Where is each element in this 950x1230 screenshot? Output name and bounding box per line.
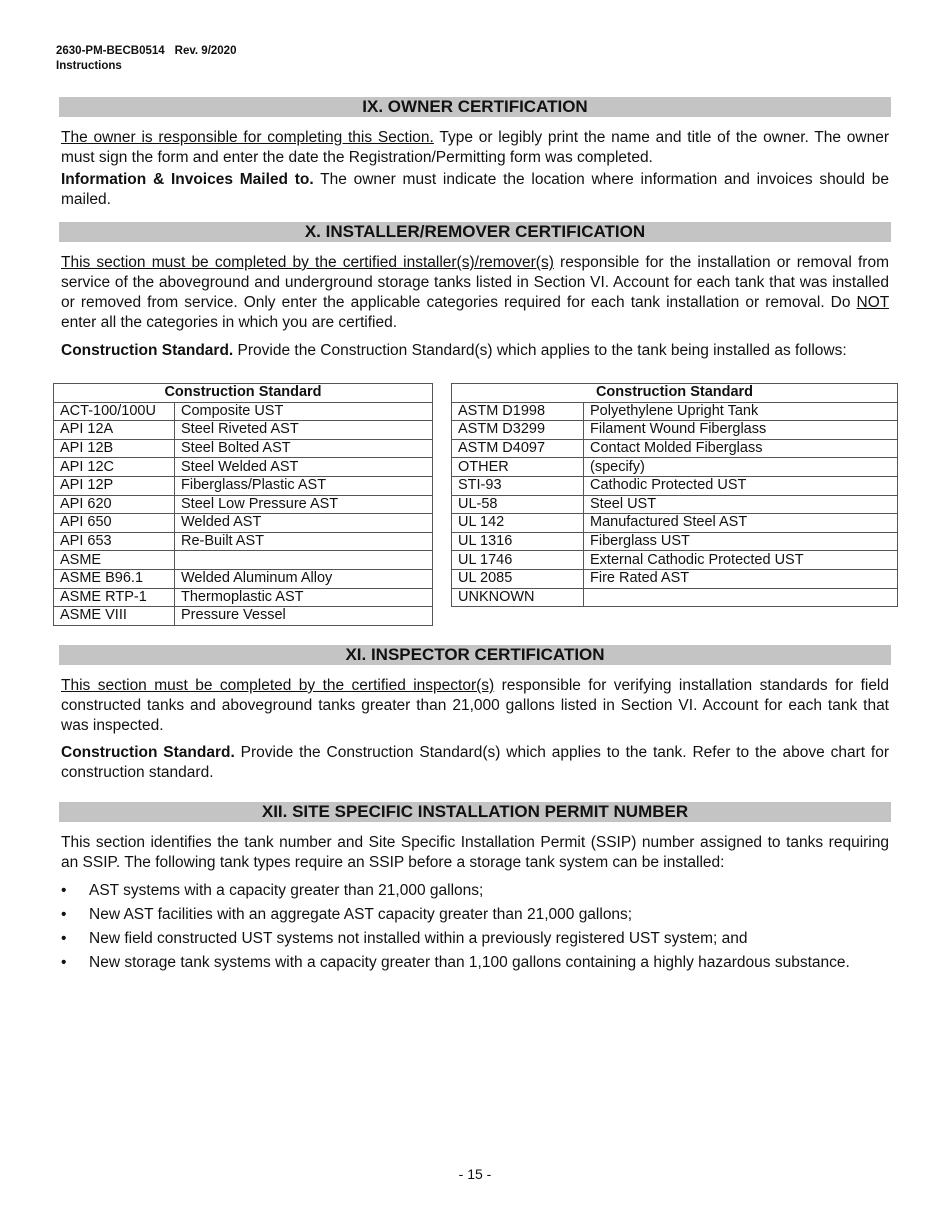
list-item-text: New AST facilities with an aggregate AST capacity greater than 21,000 gallons;	[89, 906, 633, 923]
table-row	[452, 402, 898, 421]
standard-code: UL 2085	[452, 569, 584, 588]
table-row	[452, 458, 898, 477]
construction-standard-label: Construction Standard.	[61, 744, 235, 761]
standard-description: Welded Aluminum Alloy	[175, 569, 433, 588]
owner-responsibility-underline: The owner is responsible for completing this Section.	[61, 129, 434, 146]
revision-label: Rev. 9/2020	[174, 45, 237, 57]
table-row	[452, 439, 898, 458]
bullet-icon: •	[61, 954, 67, 971]
table-row	[54, 607, 433, 626]
standard-description: External Cathodic Protected UST	[584, 551, 898, 570]
table-row	[54, 421, 433, 440]
section-xi-p1-text: responsible for verifying installation standards for field constructed tanks and aboveground tanks greater than 21,000 gallons listed in Section VI. Account for each tank that was inspected.	[61, 677, 889, 734]
table-row	[452, 569, 898, 588]
standard-code: API 620	[54, 495, 175, 514]
table-row	[54, 402, 433, 421]
document-subtitle: Instructions	[56, 60, 122, 72]
section-xii-title: XII. SITE SPECIFIC INSTALLATION PERMIT NUMBER	[59, 802, 891, 822]
bullet-icon: •	[61, 930, 67, 947]
standard-description: Filament Wound Fiberglass	[584, 421, 898, 440]
table-row	[54, 495, 433, 514]
table-row	[452, 514, 898, 533]
table-header: Construction Standard	[54, 384, 433, 403]
standard-description: Polyethylene Upright Tank	[584, 402, 898, 421]
section-ix-title: IX. OWNER CERTIFICATION	[59, 97, 891, 117]
section-ix-p1-text: Type or legibly print the name and title of the owner. The owner must sign the form and enter the date the Registration/Permitting form was completed.	[61, 129, 889, 166]
standard-description: Manufactured Steel AST	[584, 514, 898, 533]
standard-code: UL 142	[452, 514, 584, 533]
invoices-mailed-label: Information & Invoices Mailed to.	[61, 171, 314, 188]
standard-code: OTHER	[452, 458, 584, 477]
list-item-text: New field constructed UST systems not installed within a previously registered UST system; and	[89, 930, 748, 947]
construction-standard-table-left	[53, 383, 433, 626]
standard-code: API 12P	[54, 476, 175, 495]
table-row	[452, 495, 898, 514]
construction-standard-label: Construction Standard.	[61, 342, 234, 359]
standard-description: Fire Rated AST	[584, 569, 898, 588]
document-id: 2630-PM-BECB0514	[56, 45, 165, 57]
standard-code: ASME RTP-1	[54, 588, 175, 607]
table-row	[54, 551, 433, 570]
section-xii-paragraph-1: This section identifies the tank number and Site Specific Installation Permit (SSIP) number assigned to tanks requiring an SSIP. The following tank types require an SSIP before a storage tank system can be installed:	[61, 834, 889, 871]
standard-code: ASTM D4097	[452, 439, 584, 458]
standard-description: Thermoplastic AST	[175, 588, 433, 607]
standard-description: Pressure Vessel	[175, 607, 433, 626]
standard-description: Composite UST	[175, 402, 433, 421]
table-row	[452, 532, 898, 551]
table-row	[452, 551, 898, 570]
section-xi-p2-text: Provide the Construction Standard(s) which applies to the tank. Refer to the above chart for construction standard.	[61, 744, 889, 781]
table-row	[54, 514, 433, 533]
bullet-icon: •	[61, 882, 67, 899]
table-row	[54, 458, 433, 477]
standard-code: STI-93	[452, 476, 584, 495]
table-row	[54, 569, 433, 588]
standard-description	[584, 588, 898, 607]
standard-code: API 12A	[54, 421, 175, 440]
standard-description: Contact Molded Fiberglass	[584, 439, 898, 458]
table-row	[452, 421, 898, 440]
standard-code: ASTM D1998	[452, 402, 584, 421]
standard-description: (specify)	[584, 458, 898, 477]
standard-description: Steel Bolted AST	[175, 439, 433, 458]
standard-code: ASME	[54, 551, 175, 570]
table-row	[54, 588, 433, 607]
section-x-paragraph-1	[61, 253, 889, 333]
standard-code: API 650	[54, 514, 175, 533]
section-x-title: X. INSTALLER/REMOVER CERTIFICATION	[59, 222, 891, 242]
bullet-icon: •	[61, 906, 67, 923]
section-xi-title: XI. INSPECTOR CERTIFICATION	[59, 645, 891, 665]
table-row	[54, 476, 433, 495]
standard-description	[175, 551, 433, 570]
standard-code: UL 1746	[452, 551, 584, 570]
standard-description: Fiberglass UST	[584, 532, 898, 551]
standard-code: UL 1316	[452, 532, 584, 551]
standard-code: ASTM D3299	[452, 421, 584, 440]
section-ix-paragraph-1	[61, 128, 889, 168]
standard-code: API 12C	[54, 458, 175, 477]
standard-code: ACT-100/100U	[54, 402, 175, 421]
list-item	[61, 953, 889, 973]
section-x-p2-text: Provide the Construction Standard(s) which applies to the tank being installed as follows:	[233, 342, 847, 359]
section-x-p1-text: responsible for the installation or removal from service of the aboveground and underground storage tanks listed in Section VI. Account for each tank that was installed or removed from service. Only enter the applicable categories required for each tank installation or removal. Do	[61, 254, 890, 311]
inspector-responsibility-underline: This section must be completed by the certified inspector(s)	[61, 677, 495, 694]
section-x-paragraph-2	[61, 341, 889, 361]
standard-code: ASME VIII	[54, 607, 175, 626]
standard-code: UNKNOWN	[452, 588, 584, 607]
section-x-p1-end: enter all the categories in which you are certified.	[61, 314, 398, 331]
list-item	[61, 905, 889, 925]
table-header: Construction Standard	[452, 384, 898, 403]
standard-description: Re-Built AST	[175, 532, 433, 551]
not-emphasis: NOT	[856, 294, 889, 311]
standard-description: Cathodic Protected UST	[584, 476, 898, 495]
ssip-requirement-list	[61, 881, 889, 977]
standard-code: API 653	[54, 532, 175, 551]
section-ix-paragraph-2	[61, 170, 889, 210]
standard-description: Steel Low Pressure AST	[175, 495, 433, 514]
standard-code: ASME B96.1	[54, 569, 175, 588]
installer-responsibility-underline: This section must be completed by the certified installer(s)/remover(s)	[61, 254, 554, 271]
table-row	[452, 476, 898, 495]
list-item-text: AST systems with a capacity greater than 21,000 gallons;	[89, 882, 484, 899]
standard-description: Steel Riveted AST	[175, 421, 433, 440]
standard-code: UL-58	[452, 495, 584, 514]
section-xi-paragraph-1	[61, 676, 889, 736]
table-row	[452, 588, 898, 607]
construction-standard-table-right	[451, 383, 898, 607]
table-row	[54, 439, 433, 458]
section-xi-paragraph-2	[61, 743, 889, 783]
standard-code: API 12B	[54, 439, 175, 458]
list-item-text: New storage tank systems with a capacity greater than 1,100 gallons containing a highly hazardous substance.	[89, 954, 850, 971]
page-number: - 15 -	[458, 1166, 492, 1182]
table-row	[54, 532, 433, 551]
standard-description: Steel UST	[584, 495, 898, 514]
list-item	[61, 881, 889, 901]
standard-description: Fiberglass/Plastic AST	[175, 476, 433, 495]
standard-description: Steel Welded AST	[175, 458, 433, 477]
list-item	[61, 929, 889, 949]
standard-description: Welded AST	[175, 514, 433, 533]
section-ix-p2-text: The owner must indicate the location where information and invoices should be mailed.	[61, 171, 889, 208]
document-header	[56, 44, 236, 74]
